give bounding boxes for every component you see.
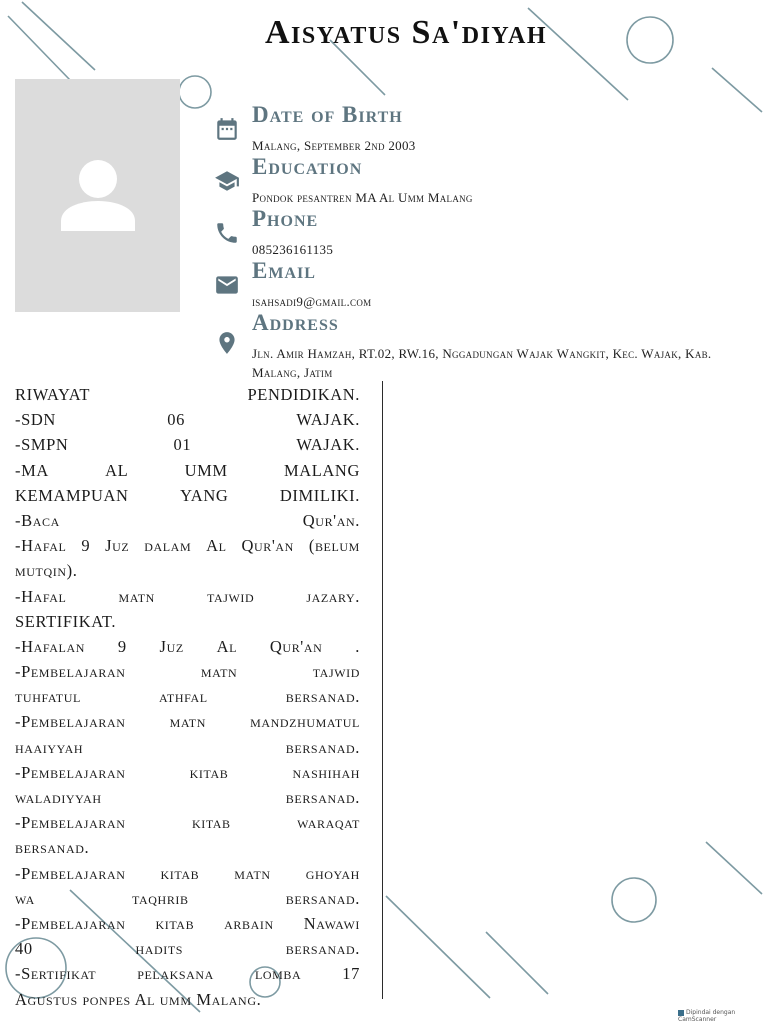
body-line — [15, 508, 360, 533]
body-word: matn — [234, 863, 271, 883]
info-value: 085236161135 — [252, 242, 334, 257]
body-word: ghoyah — [305, 863, 360, 883]
body-word: -Pembelajaran — [15, 712, 126, 732]
info-value: Pondok pesantren MA Al Umm Malang — [252, 190, 473, 205]
body-line — [15, 936, 360, 961]
body-word: . — [355, 636, 360, 656]
body-line — [15, 634, 360, 659]
person-icon — [59, 159, 137, 231]
info-value: Malang, September 2nd 2003 — [252, 138, 416, 153]
body-word: athfal — [159, 687, 208, 707]
body-line — [15, 483, 360, 508]
info-item-address — [214, 310, 762, 380]
body-word: Qur'an. — [302, 510, 360, 530]
body-word: bersanad. — [285, 888, 360, 908]
body-word: (belum — [308, 536, 360, 556]
body-word: kitab — [191, 813, 231, 833]
body-word: 9 — [117, 636, 127, 656]
body-word: -Hafalan — [15, 636, 85, 656]
body-word: kitab — [160, 863, 200, 883]
scanner-watermark — [678, 1009, 768, 1023]
mail-icon — [214, 272, 240, 298]
body-line — [15, 961, 360, 986]
body-line — [15, 785, 360, 810]
phone-icon — [214, 220, 240, 246]
body-word: UMM — [184, 460, 228, 480]
body-word: -Sertifikat — [15, 964, 97, 984]
info-label: Address — [252, 310, 339, 335]
location-pin-icon — [214, 330, 240, 356]
body-word: hadits — [135, 939, 184, 959]
body-word: tajwid — [206, 586, 255, 606]
info-label: Phone — [252, 206, 319, 231]
body-word: matn — [200, 662, 238, 682]
body-word: bersanad. — [285, 788, 360, 807]
body-word: -SMPN — [15, 435, 69, 455]
info-item-phone — [214, 206, 762, 258]
body-word: WAJAK. — [296, 410, 360, 430]
body-word: Al — [206, 536, 227, 556]
body-word: taqhrib — [132, 888, 189, 908]
body-word: -Pembelajaran — [15, 762, 126, 782]
body-word: -SDN — [15, 410, 56, 430]
body-line: Agustus ponpes Al umm Malang. — [15, 989, 262, 1009]
body-word: 06 — [167, 410, 185, 430]
body-line — [15, 684, 360, 709]
graduation-cap-icon — [214, 168, 240, 194]
body-line — [15, 709, 360, 734]
scanner-text: Dipindai dengan CamScanner — [678, 1009, 736, 1023]
body-line — [15, 659, 360, 684]
body-word: WAJAK. — [296, 435, 360, 455]
body-line — [15, 911, 360, 936]
body-word: kitab — [189, 762, 229, 782]
body-word: -Pembelajaran — [15, 813, 126, 833]
calendar-icon — [214, 116, 240, 142]
body-word: Qur'an — [241, 536, 294, 556]
body-line — [15, 584, 360, 609]
body-line — [15, 458, 360, 483]
info-item-email — [214, 258, 762, 310]
body-line — [15, 810, 360, 835]
info-item-education — [214, 154, 762, 206]
column-divider — [382, 381, 383, 999]
info-label: Date of Birth — [252, 102, 403, 127]
body-word: -Pembelajaran — [15, 662, 126, 682]
personal-info-list — [214, 102, 762, 380]
body-word: AL — [105, 460, 129, 480]
body-word: mandzhumatul — [250, 712, 360, 732]
body-line — [15, 432, 360, 457]
info-value: Jln. Amir Hamzah, RT.02, RW.16, Nggadungan Wajak Wangkit, Kec. Wajak, Kab. Malang, Jatim — [252, 346, 712, 380]
body-line — [15, 533, 360, 558]
profile-photo-placeholder — [15, 79, 180, 312]
info-item-dob — [214, 102, 762, 154]
body-word: 17 — [342, 964, 360, 984]
body-word: -MA — [15, 460, 49, 480]
body-word: -Hafal — [15, 536, 67, 556]
info-value: isahsadi9@gmail.com — [252, 294, 372, 309]
body-word: 9 — [81, 536, 91, 556]
body-word: jazary. — [306, 586, 360, 606]
body-line — [15, 382, 360, 407]
body-word: Juz — [159, 636, 184, 656]
body-word: dalam — [144, 536, 192, 556]
body-line — [15, 735, 360, 760]
body-word: YANG — [180, 485, 229, 505]
body-word: -Pembelajaran — [15, 863, 126, 883]
body-word: 40 — [15, 939, 33, 959]
body-word: waraqat — [297, 813, 360, 833]
body-word: bersanad. — [285, 687, 360, 707]
body-line — [15, 760, 360, 785]
body-word: Al — [216, 636, 238, 656]
body-word: haaiyyah — [15, 737, 84, 757]
body-word: PENDIDIKAN. — [247, 385, 360, 404]
body-word: bersanad. — [285, 737, 360, 757]
body-line: bersanad. — [15, 838, 90, 858]
body-line — [15, 407, 360, 432]
body-word: MALANG — [283, 460, 360, 480]
body-word: tajwid — [312, 662, 360, 682]
body-line: mutqin). — [15, 561, 78, 581]
cv-body-text — [15, 382, 360, 1012]
body-word: lomba — [254, 964, 302, 984]
body-word: bersanad. — [285, 939, 360, 959]
body-word: kitab — [155, 913, 195, 933]
body-line — [15, 886, 360, 911]
info-label: Email — [252, 258, 316, 283]
body-word: 01 — [173, 435, 192, 455]
body-word: RIWAYAT — [15, 385, 91, 404]
body-word: nashihah — [292, 762, 360, 782]
candidate-name: Aisyatus Sa'diyah — [264, 14, 548, 51]
body-word: arbain — [224, 913, 274, 933]
body-line — [15, 861, 360, 886]
info-label: Education — [252, 154, 363, 179]
body-word: pelaksana — [137, 964, 214, 984]
body-word: matn — [118, 586, 155, 606]
body-word: -Hafal — [15, 586, 67, 606]
body-word: Juz — [105, 536, 130, 556]
body-word: KEMAMPUAN — [15, 485, 129, 505]
body-word: -Pembelajaran — [15, 913, 126, 933]
body-word: tuhfatul — [15, 687, 81, 707]
body-word: waladiyyah — [15, 788, 102, 807]
body-word: matn — [169, 712, 206, 732]
body-word: Nawawi — [303, 913, 360, 933]
body-word: -Baca — [15, 510, 60, 530]
camscanner-logo-icon — [678, 1010, 684, 1016]
body-line: SERTIFIKAT. — [15, 611, 117, 631]
body-word: wa — [15, 888, 35, 908]
body-word: Qur'an — [269, 636, 323, 656]
body-word: DIMILIKI. — [279, 485, 360, 505]
